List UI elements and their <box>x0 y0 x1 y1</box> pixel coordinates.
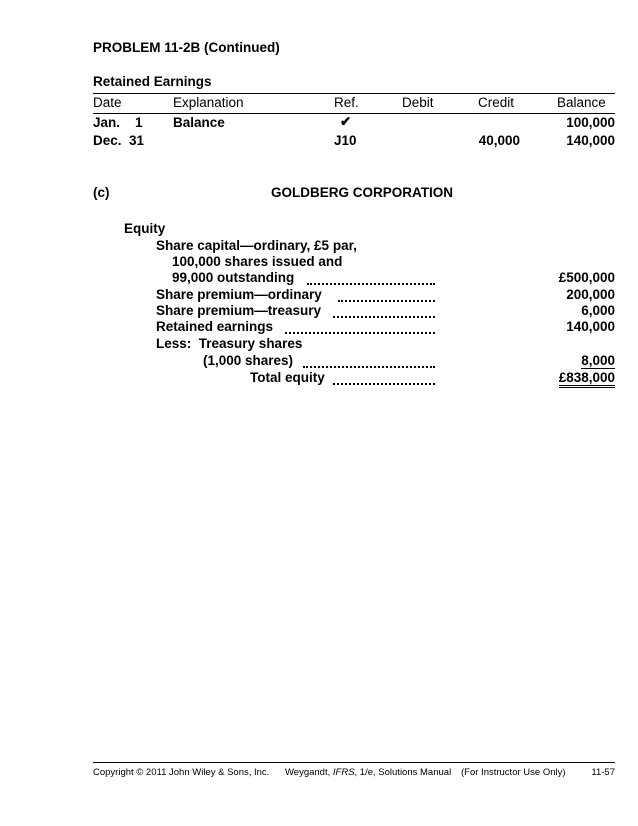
ledger-top-rule <box>93 93 615 94</box>
ledger-header-date: Date <box>93 95 122 110</box>
footer-instructor: (For Instructor Use Only) <box>461 767 566 778</box>
total-equity-label: Total equity <box>250 370 325 385</box>
total-equity-amount <box>559 370 615 388</box>
footer-page-number: 11-57 <box>591 767 615 778</box>
ledger-row-ref: J10 <box>334 133 357 148</box>
total-equity-amount-value: £838,000 <box>558 370 615 385</box>
share-capital-line3: 99,000 outstanding <box>172 270 295 285</box>
treasury-amount-value: 8,000 <box>581 353 615 368</box>
footer-copyright: Copyright © 2011 John Wiley & Sons, Inc. <box>93 767 270 778</box>
ledger-row-date: Dec. 31 <box>93 133 145 148</box>
footer-book <box>285 767 451 778</box>
ledger-row-date: Jan. 1 <box>93 115 143 130</box>
leader-dots <box>333 316 435 318</box>
retained-earnings-label: Retained earnings <box>156 319 274 334</box>
share-capital-amount: £500,000 <box>558 270 615 285</box>
retained-earnings-amount: 140,000 <box>566 319 615 334</box>
premium-treasury-amount: 6,000 <box>581 303 615 318</box>
footer-book-title: IFRS <box>332 767 355 778</box>
leader-dots <box>285 332 435 334</box>
ledger-header-ref: Ref. <box>334 95 359 110</box>
ledger-header-explanation: Explanation <box>173 95 244 110</box>
checkmark-icon: ✔ <box>340 114 352 129</box>
ledger-row-balance: 140,000 <box>566 133 615 148</box>
ledger-row-explanation: Balance <box>173 115 225 130</box>
leader-dots <box>303 366 435 368</box>
ledger-header-debit: Debit <box>402 95 434 110</box>
ledger-header-balance: Balance <box>557 95 606 110</box>
share-capital-line2: 100,000 shares issued and <box>172 254 343 269</box>
less-treasury-label: Less: Treasury shares <box>156 336 303 351</box>
problem-title: PROBLEM 11-2B (Continued) <box>93 40 280 55</box>
premium-ordinary-amount: 200,000 <box>566 287 615 302</box>
share-capital-line1: Share capital—ordinary, £5 par, <box>156 238 357 253</box>
ledger-row-balance: 100,000 <box>566 115 615 130</box>
ledger-row-credit: 40,000 <box>478 133 520 148</box>
premium-ordinary-label: Share premium—ordinary <box>156 287 322 302</box>
treasury-amount <box>581 353 615 369</box>
ledger-account-name: Retained Earnings <box>93 74 212 89</box>
equity-heading: Equity <box>124 221 166 236</box>
part-label: (c) <box>93 185 110 200</box>
company-name: GOLDBERG CORPORATION <box>271 185 453 200</box>
premium-treasury-label: Share premium—treasury <box>156 303 322 318</box>
footer-book-edition: , 1/e, Solutions Manual <box>354 767 452 778</box>
leader-dots <box>333 383 435 385</box>
leader-dots <box>338 300 435 302</box>
ledger-header-rule <box>93 113 615 114</box>
footer-book-author: Weygandt, <box>285 767 333 778</box>
treasury-shares-label: (1,000 shares) <box>203 353 294 368</box>
leader-dots <box>307 283 435 285</box>
footer-rule <box>93 762 615 763</box>
ledger-header-credit: Credit <box>478 95 515 110</box>
